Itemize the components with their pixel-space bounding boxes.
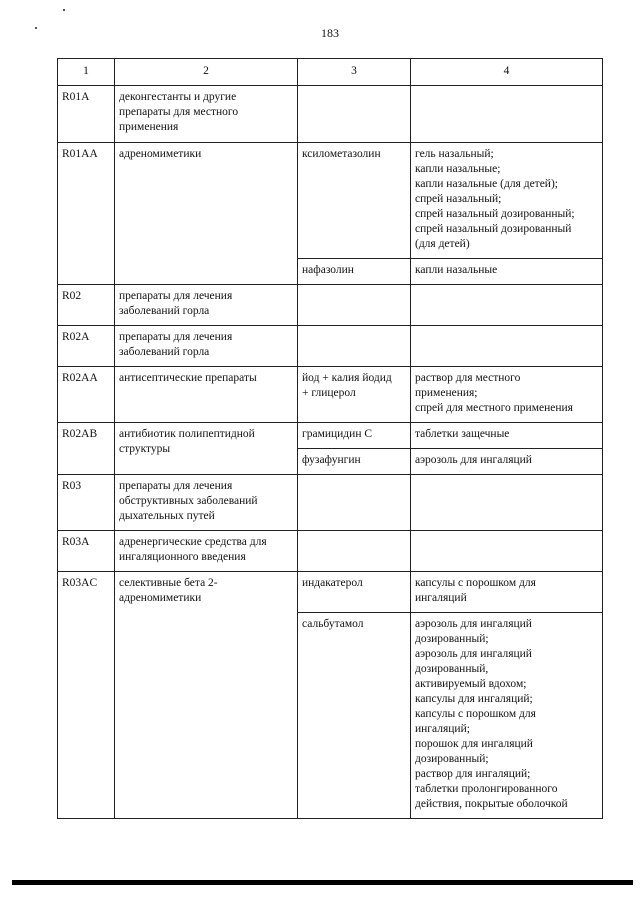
column-header-1: 1	[58, 59, 115, 86]
drug-name-cell	[298, 86, 411, 143]
group-name-cell: антибиотик полипептидной структуры	[115, 423, 298, 475]
group-name-cell: селективные бета 2- адреномиметики	[115, 572, 298, 819]
table-row	[58, 367, 603, 423]
atc-code-cell: R01A	[58, 86, 115, 143]
group-name-cell: препараты для лечения обструктивных заболеваний дыхательных путей	[115, 475, 298, 531]
drug-name-cell	[298, 531, 411, 572]
group-name-cell: адреномиметики	[115, 143, 298, 285]
dosage-form-cell	[411, 285, 603, 326]
drug-name-cell: йод + калия йодид + глицерол	[298, 367, 411, 423]
dosage-form-cell: гель назальный; капли назальные; капли назальные (для детей); спрей назальный; спрей назальный дозированный; спрей назальный дозированный (для детей)	[411, 143, 603, 259]
dosage-form-cell: аэрозоль для ингаляций дозированный; аэрозоль для ингаляций дозированный, активируемый вдохом; капсулы для ингаляций; капсулы с порошком для ингаляций; порошок для ингаляций дозированный; раствор для ингаляций; таблетки пролонгированного действия, покрытые оболочкой	[411, 613, 603, 819]
drug-name-cell: индакатерол	[298, 572, 411, 613]
dosage-form-cell: капли назальные	[411, 259, 603, 285]
dosage-form-cell	[411, 531, 603, 572]
atc-code-cell: R02AA	[58, 367, 115, 423]
drug-name-cell	[298, 326, 411, 367]
atc-code-cell: R02	[58, 285, 115, 326]
column-header-2: 2	[115, 59, 298, 86]
atc-code-cell: R01AA	[58, 143, 115, 285]
group-name-cell: антисептические препараты	[115, 367, 298, 423]
drug-name-cell: ксилометазолин	[298, 143, 411, 259]
drug-name-cell	[298, 475, 411, 531]
drug-name-cell: нафазолин	[298, 259, 411, 285]
column-header-4: 4	[411, 59, 603, 86]
drug-name-cell: грамицидин С	[298, 423, 411, 449]
atc-code-cell: R03	[58, 475, 115, 531]
table-row	[58, 475, 603, 531]
table-row	[58, 531, 603, 572]
table-row	[58, 423, 603, 449]
scan-speck	[63, 9, 65, 11]
dosage-form-cell: капсулы с порошком для ингаляций	[411, 572, 603, 613]
dosage-form-cell	[411, 86, 603, 143]
dosage-form-cell: раствор для местного применения; спрей для местного применения	[411, 367, 603, 423]
atc-code-cell: R02A	[58, 326, 115, 367]
table-row	[58, 326, 603, 367]
table-row	[58, 86, 603, 143]
drug-name-cell	[298, 285, 411, 326]
atc-code-cell: R03AC	[58, 572, 115, 819]
table-row	[58, 285, 603, 326]
drug-name-cell: фузафунгин	[298, 449, 411, 475]
group-name-cell: адренергические средства для ингаляционного введения	[115, 531, 298, 572]
scan-border-bar	[12, 880, 633, 885]
table-row	[58, 572, 603, 613]
dosage-form-cell: аэрозоль для ингаляций	[411, 449, 603, 475]
dosage-form-cell: таблетки защечные	[411, 423, 603, 449]
drug-classification-table	[57, 58, 603, 819]
column-header-3: 3	[298, 59, 411, 86]
group-name-cell: деконгестанты и другие препараты для местного применения	[115, 86, 298, 143]
drug-name-cell: сальбутамол	[298, 613, 411, 819]
group-name-cell: препараты для лечения заболеваний горла	[115, 326, 298, 367]
table-row	[58, 143, 603, 259]
header-row	[58, 59, 603, 86]
group-name-cell: препараты для лечения заболеваний горла	[115, 285, 298, 326]
atc-code-cell: R02AB	[58, 423, 115, 475]
dosage-form-cell	[411, 475, 603, 531]
dosage-form-cell	[411, 326, 603, 367]
atc-code-cell: R03A	[58, 531, 115, 572]
page-number: 183	[321, 26, 339, 40]
